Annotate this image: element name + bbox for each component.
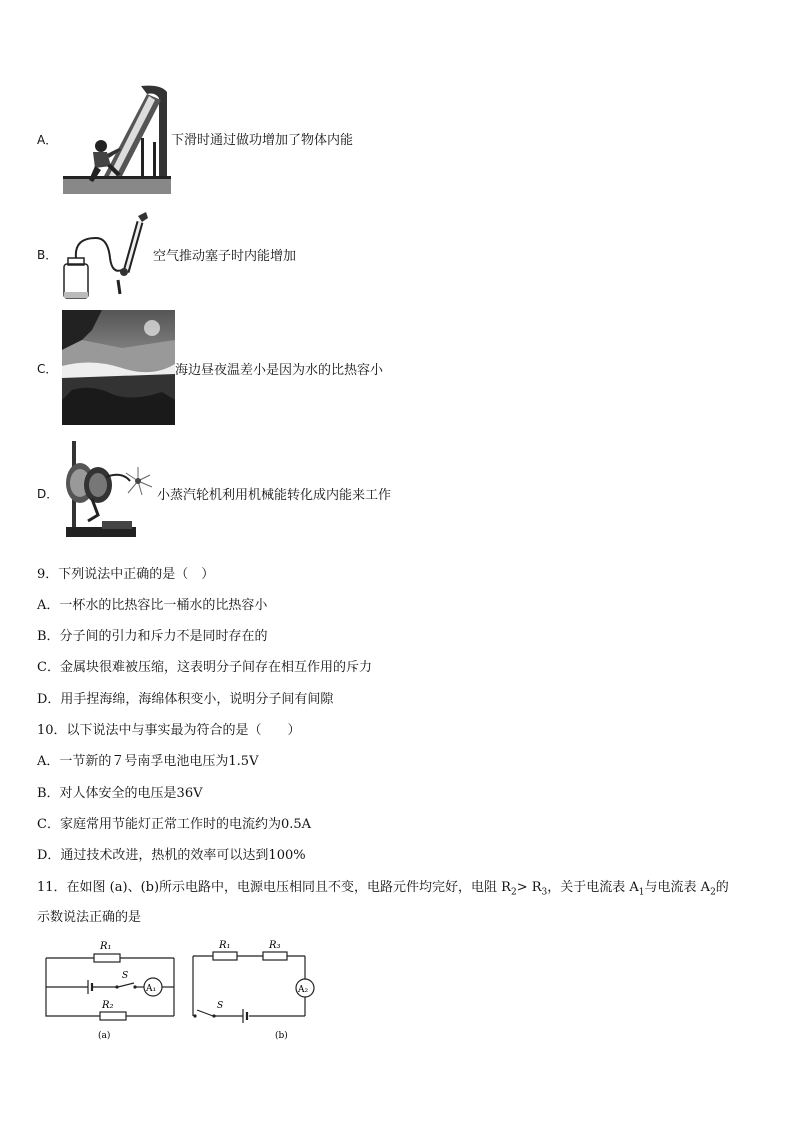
q9-option-c: C．金属块很难被压缩，这表明分子间存在相互作用的斥力 [37,660,372,675]
q11-stem-mid3: 与电流表 A [644,880,711,895]
q11-stem-end: 的 [715,880,729,895]
switch-b [197,1010,213,1016]
q11-stem-line1 [37,876,729,898]
label-a1-a: A₁ [146,984,157,994]
q10-option-b: B．对人体安全的电压是36V [37,786,203,801]
caption-a: (a) [98,1031,111,1041]
steam-turbine-photo [62,437,156,540]
q11-stem-mid2: ，关于电流表 A [547,880,639,895]
label-r2-a: R₂ [102,1000,114,1011]
q11-stem-line2: 示数说法正确的是 [37,910,142,925]
label-s-b: S [217,1001,224,1011]
resistor-r1-a [94,954,120,962]
label-s-a: S [122,971,129,981]
resistor-r1-b [213,952,237,960]
circuit-diagram-b [187,938,327,1043]
seaside-photo [62,310,175,425]
switch-a [118,983,134,987]
air-pump-bottle-photo [60,208,153,300]
q11-stem-prefix: 11．在如图 (a)、(b)所示电路中，电源电压相同且不变，电路元件均完好，电阻 R [37,880,511,895]
q11-a2-sub: 2 [710,887,716,898]
resistor-r2-a [100,1012,126,1020]
caption-b: (b) [275,1031,288,1041]
q9-stem: 9．下列说法中正确的是（ ） [37,567,215,582]
q10-option-a: A．一节新的７号南孚电池电压为1.5V [37,754,259,769]
q9-option-b: B．分子间的引力和斥力不是同时存在的 [37,629,268,644]
label-r1-b: R₁ [219,940,231,951]
label-a2-b: A₂ [298,985,309,995]
option-c-letter: C． [37,362,58,376]
q9-option-a: A．一杯水的比热容比一桶水的比热容小 [37,598,268,613]
circuit-diagram-a [42,938,182,1043]
option-a-letter: A． [37,133,58,147]
slide-child-photo [63,82,171,194]
label-r3-b: R₃ [269,940,281,951]
option-d-text: 小蒸汽轮机利用机械能转化成内能来工作 [157,488,392,503]
resistor-r3-b [263,952,287,960]
option-c-text: 海边昼夜温差小是因为水的比热容小 [175,363,384,378]
q11-r2-sub: 2 [510,887,517,898]
option-b-text: 空气推动塞子时内能增加 [153,249,297,264]
q10-option-c: C．家庭常用节能灯正常工作时的电流约为0.5A [37,817,312,832]
option-a-text: 下滑时通过做功增加了物体内能 [171,133,354,148]
label-r1-a: R₁ [100,941,112,952]
q10-stem: 10．以下说法中与事实最为符合的是（ ） [37,723,301,738]
q11-stem-mid: > R [516,880,542,895]
option-d-letter: D． [37,487,59,501]
q10-option-d: D．通过技术改进，热机的效率可以达到100% [37,848,306,863]
q11-a1-sub: 1 [638,887,645,898]
q11-r3-sub: 3 [541,887,548,898]
option-b-letter: B． [37,248,58,262]
q9-option-d: D．用手捏海绵，海绵体积变小，说明分子间有间隙 [37,692,334,707]
